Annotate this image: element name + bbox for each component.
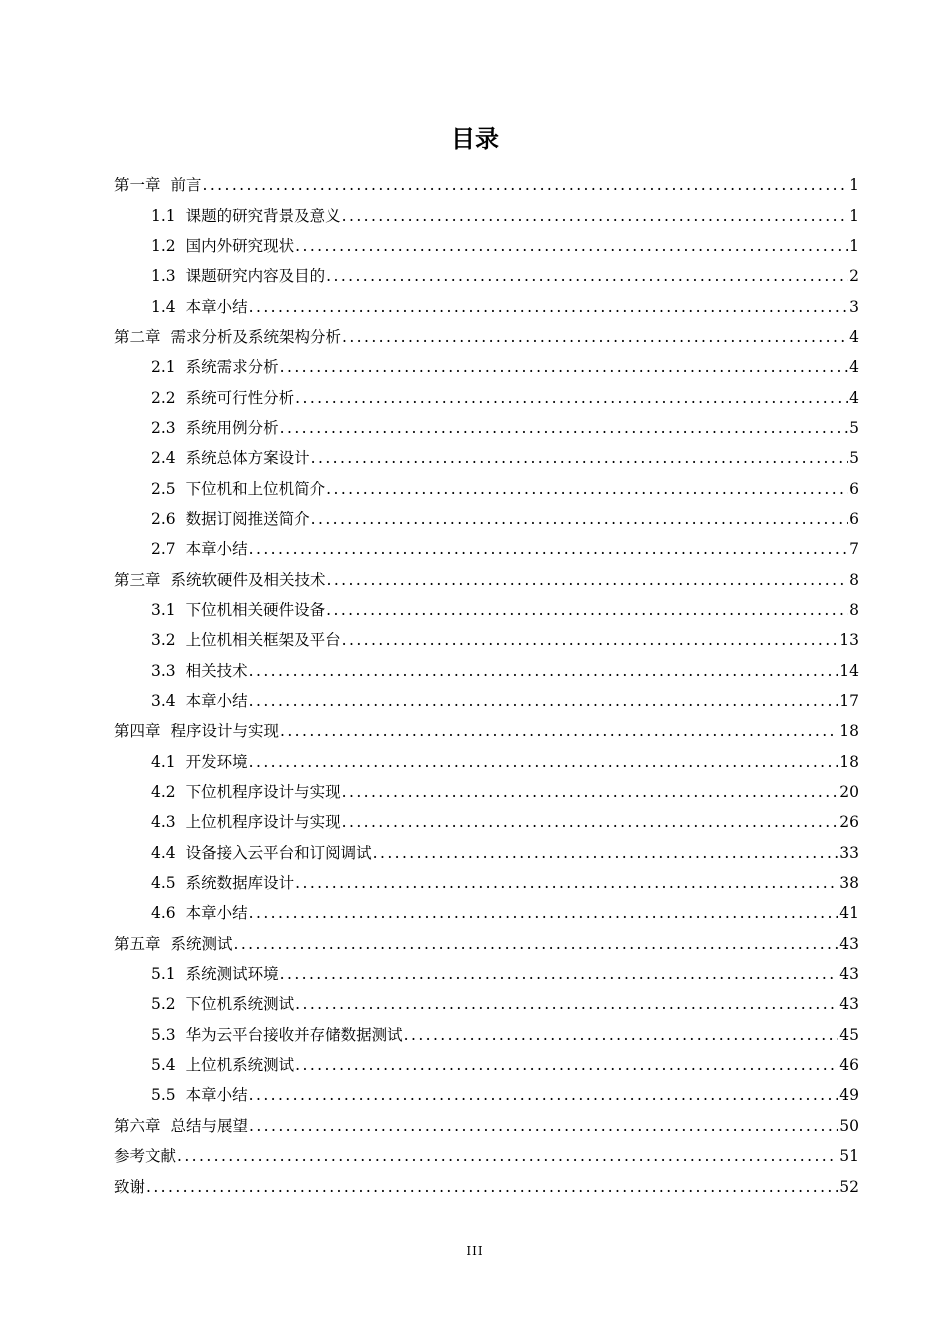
- toc-page-number: 4: [849, 388, 859, 407]
- toc-dot-leader: [342, 327, 848, 347]
- toc-page-number: 43: [839, 934, 859, 953]
- toc-page-number: 26: [839, 813, 859, 832]
- toc-dot-leader: [295, 994, 838, 1014]
- toc-section-entry[interactable]: [114, 200, 859, 230]
- toc-dot-leader: [342, 782, 839, 802]
- toc-entry-title: 课题研究内容及目的: [185, 267, 326, 286]
- toc-entry-title: 下位机系统测试: [185, 995, 295, 1014]
- toc-entry-number: 第三章: [114, 570, 161, 589]
- toc-entry-number: 3.1: [151, 600, 176, 619]
- toc-page-number: 33: [839, 843, 859, 862]
- toc-entry-number: 3.3: [151, 661, 176, 680]
- toc-entry-number: 5.4: [151, 1056, 176, 1075]
- toc-dot-leader: [280, 721, 838, 741]
- toc-entry-number: 2.3: [151, 418, 176, 437]
- toc-dot-leader: [295, 236, 848, 256]
- toc-dot-leader: [249, 1085, 839, 1105]
- toc-entry-number: 3.4: [151, 692, 176, 711]
- toc-chapter-entry[interactable]: [114, 1111, 859, 1141]
- toc-entry-title: 本章小结: [185, 540, 248, 559]
- toc-entry-title: 前言: [170, 176, 202, 195]
- toc-entry-number: 2.1: [151, 358, 176, 377]
- toc-page-number: 8: [849, 570, 859, 589]
- toc-entry-title: 开发环境: [185, 752, 248, 771]
- toc-entry-title: 系统用例分析: [185, 418, 279, 437]
- toc-section-entry[interactable]: [114, 382, 859, 412]
- toc-entry-title: 系统测试环境: [185, 965, 279, 984]
- toc-section-entry[interactable]: [114, 413, 859, 443]
- toc-page-number: 41: [839, 904, 859, 923]
- toc-section-entry[interactable]: [114, 625, 859, 655]
- toc-page-number: 1: [849, 236, 859, 255]
- toc-entry-number: 2.4: [151, 449, 176, 468]
- toc-section-entry[interactable]: [114, 838, 859, 868]
- toc-page-number: 14: [839, 661, 859, 680]
- toc-entry-title: 本章小结: [185, 1086, 248, 1105]
- toc-dot-leader: [280, 418, 848, 438]
- toc-dot-leader: [342, 812, 839, 832]
- toc-entry-number: 2.7: [151, 540, 176, 559]
- page-title: 目录: [451, 125, 499, 153]
- toc-chapter-entry[interactable]: [114, 564, 859, 594]
- toc-dot-leader: [295, 388, 848, 408]
- toc-page-number: 45: [839, 1025, 859, 1044]
- toc-entry-title: 系统可行性分析: [185, 388, 295, 407]
- toc-page-number: 5: [849, 418, 859, 437]
- toc-section-entry[interactable]: [114, 231, 859, 261]
- toc-chapter-entry[interactable]: [114, 1171, 859, 1201]
- toc-page-number: 4: [849, 327, 859, 346]
- toc-section-entry[interactable]: [114, 686, 859, 716]
- toc-chapter-entry[interactable]: [114, 322, 859, 352]
- toc-page-number: 6: [849, 479, 859, 498]
- toc-page-number: 7: [849, 540, 859, 559]
- toc-section-entry[interactable]: [114, 656, 859, 686]
- toc-entry-title: 程序设计与实现: [170, 722, 280, 741]
- toc-dot-leader: [342, 630, 839, 650]
- toc-section-entry[interactable]: [114, 898, 859, 928]
- toc-section-entry[interactable]: [114, 868, 859, 898]
- toc-entry-number: 4.4: [151, 843, 176, 862]
- toc-page-number: 8: [849, 600, 859, 619]
- toc-section-entry[interactable]: [114, 1050, 859, 1080]
- toc-dot-leader: [249, 297, 848, 317]
- toc-section-entry[interactable]: [114, 443, 859, 473]
- toc-chapter-entry[interactable]: [114, 170, 859, 200]
- toc-page-number: 46: [839, 1056, 859, 1075]
- toc-section-entry[interactable]: [114, 777, 859, 807]
- toc-section-entry[interactable]: [114, 747, 859, 777]
- toc-entry-title: 致谢: [114, 1177, 146, 1196]
- toc-dot-leader: [249, 661, 839, 681]
- toc-entry-number: 4.6: [151, 904, 176, 923]
- toc-entry-number: 1.4: [151, 297, 176, 316]
- toc-entry-title: 华为云平台接收并存储数据测试: [185, 1025, 403, 1044]
- toc-dot-leader: [311, 448, 848, 468]
- toc-dot-leader: [326, 600, 848, 620]
- toc-entry-number: 第二章: [114, 327, 161, 346]
- toc-section-entry[interactable]: [114, 534, 859, 564]
- toc-section-entry[interactable]: [114, 595, 859, 625]
- toc-dot-leader: [234, 934, 839, 954]
- toc-entry-title: 国内外研究现状: [185, 236, 295, 255]
- toc-dot-leader: [203, 175, 849, 195]
- toc-page-number: 18: [839, 752, 859, 771]
- toc-page-number: 43: [839, 965, 859, 984]
- toc-section-entry[interactable]: [114, 959, 859, 989]
- toc-page-number: 17: [839, 692, 859, 711]
- toc-entry-number: 2.5: [151, 479, 176, 498]
- toc-entry-number: 3.2: [151, 631, 176, 650]
- toc-page-number: 6: [849, 509, 859, 528]
- toc-entry-number: 2.2: [151, 388, 176, 407]
- toc-dot-leader: [326, 266, 848, 286]
- toc-page-number: 4: [849, 358, 859, 377]
- toc-page-number: 51: [839, 1147, 859, 1166]
- toc-page-number: 49: [839, 1086, 859, 1105]
- toc-entry-title: 本章小结: [185, 904, 248, 923]
- toc-dot-leader: [295, 1055, 838, 1075]
- toc-entry-number: 5.5: [151, 1086, 176, 1105]
- toc-dot-leader: [295, 873, 838, 893]
- toc-dot-leader: [146, 1177, 838, 1197]
- toc-page-number: 13: [839, 631, 859, 650]
- toc-entry-title: 下位机和上位机简介: [185, 479, 326, 498]
- toc-page-number: 3: [849, 297, 859, 316]
- toc-entry-number: 5.1: [151, 965, 176, 984]
- toc-entry-title: 课题的研究背景及意义: [185, 206, 341, 225]
- toc-dot-leader: [280, 357, 848, 377]
- toc-chapter-entry[interactable]: [114, 929, 859, 959]
- toc-page-number: 5: [849, 449, 859, 468]
- toc-entry-number: 第四章: [114, 722, 161, 741]
- toc-dot-leader: [280, 964, 839, 984]
- toc-entry-title: 上位机系统测试: [185, 1056, 295, 1075]
- toc-entry-title: 系统测试: [170, 934, 233, 953]
- toc-entry-title: 数据订阅推送简介: [185, 509, 310, 528]
- toc-page-number: 43: [839, 995, 859, 1014]
- toc-entry-title: 相关技术: [185, 661, 248, 680]
- toc-dot-leader: [177, 1146, 838, 1166]
- toc-entry-title: 系统总体方案设计: [185, 449, 310, 468]
- toc-dot-leader: [342, 206, 848, 226]
- toc-page-number: 1: [849, 206, 859, 225]
- toc-dot-leader: [326, 479, 848, 499]
- toc-entry-title: 设备接入云平台和订阅调试: [185, 843, 372, 862]
- toc-page-number: 20: [839, 783, 859, 802]
- toc-entry-number: 2.6: [151, 509, 176, 528]
- toc-page-number: 18: [839, 722, 859, 741]
- toc-entry-number: 第六章: [114, 1116, 161, 1135]
- toc-entry-title: 上位机相关框架及平台: [185, 631, 341, 650]
- toc-entry-number: 第五章: [114, 934, 161, 953]
- toc-entry-title: 总结与展望: [170, 1116, 249, 1135]
- toc-chapter-entry[interactable]: [114, 716, 859, 746]
- toc-entry-number: 5.2: [151, 995, 176, 1014]
- toc-entry-title: 下位机程序设计与实现: [185, 783, 341, 802]
- toc-section-entry[interactable]: [114, 291, 859, 321]
- toc-page-number: 1: [849, 176, 859, 195]
- toc-dot-leader: [249, 1116, 838, 1136]
- toc-entry-number: 1.3: [151, 267, 176, 286]
- toc-entry-title: 系统软硬件及相关技术: [170, 570, 326, 589]
- toc-entry-number: 4.3: [151, 813, 176, 832]
- toc-entry-title: 需求分析及系统架构分析: [170, 327, 342, 346]
- toc-entry-title: 本章小结: [185, 692, 248, 711]
- toc-dot-leader: [249, 752, 839, 772]
- toc-page-number: 50: [839, 1116, 859, 1135]
- toc-page-number: 38: [839, 874, 859, 893]
- toc-entry-title: 下位机相关硬件设备: [185, 600, 326, 619]
- toc-entry-number: 4.1: [151, 752, 176, 771]
- table-of-contents: [114, 170, 859, 1202]
- toc-entry-title: 系统需求分析: [185, 358, 279, 377]
- toc-entry-title: 本章小结: [185, 297, 248, 316]
- page-number: III: [466, 1244, 484, 1258]
- toc-dot-leader: [404, 1025, 839, 1045]
- toc-entry-title: 参考文献: [114, 1147, 177, 1166]
- toc-dot-leader: [311, 509, 848, 529]
- toc-section-entry[interactable]: [114, 473, 859, 503]
- toc-entry-number: 5.3: [151, 1025, 176, 1044]
- toc-dot-leader: [249, 903, 839, 923]
- toc-section-entry[interactable]: [114, 261, 859, 291]
- toc-section-entry[interactable]: [114, 989, 859, 1019]
- toc-dot-leader: [249, 691, 839, 711]
- toc-section-entry[interactable]: [114, 1080, 859, 1110]
- toc-page-number: 2: [849, 267, 859, 286]
- toc-entry-number: 4.5: [151, 874, 176, 893]
- toc-section-entry[interactable]: [114, 352, 859, 382]
- toc-section-entry[interactable]: [114, 1020, 859, 1050]
- toc-section-entry[interactable]: [114, 504, 859, 534]
- toc-entry-number: 1.2: [151, 236, 176, 255]
- toc-entry-number: 第一章: [114, 176, 161, 195]
- toc-entry-title: 上位机程序设计与实现: [185, 813, 341, 832]
- toc-dot-leader: [327, 570, 849, 590]
- toc-entry-title: 系统数据库设计: [185, 874, 295, 893]
- toc-entry-number: 4.2: [151, 783, 176, 802]
- toc-page-number: 52: [839, 1177, 859, 1196]
- toc-dot-leader: [249, 539, 848, 559]
- toc-entry-number: 1.1: [151, 206, 176, 225]
- toc-chapter-entry[interactable]: [114, 1141, 859, 1171]
- toc-section-entry[interactable]: [114, 807, 859, 837]
- toc-dot-leader: [373, 843, 839, 863]
